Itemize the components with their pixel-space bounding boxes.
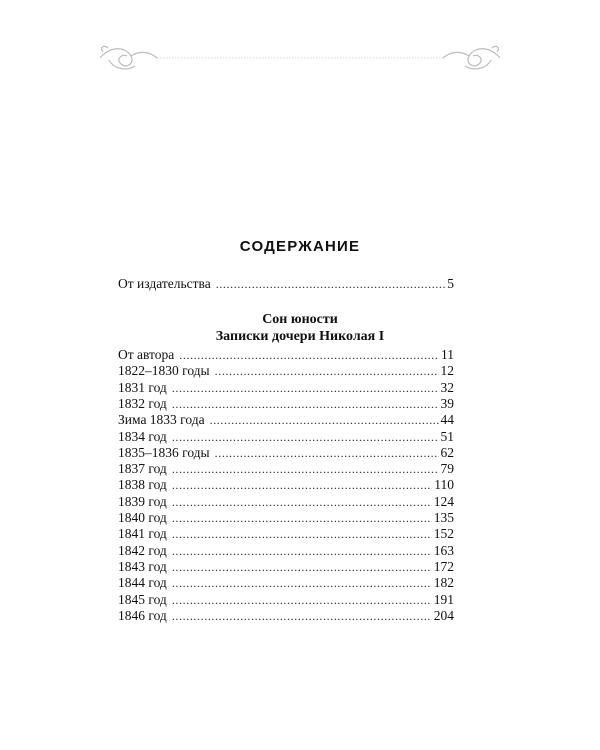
toc-entry-label: 1842 год — [118, 542, 167, 558]
toc-entry-page: 11 — [441, 347, 454, 362]
toc-entry — [118, 608, 454, 624]
toc-entry — [118, 494, 454, 510]
toc-entry-publisher — [118, 276, 454, 292]
toc-entry-label: 1846 год — [118, 607, 167, 623]
toc-entry — [118, 559, 454, 575]
toc-entry-page: 172 — [433, 558, 454, 574]
dot-leader — [216, 276, 446, 292]
toc-entry-page: 135 — [433, 510, 454, 525]
toc-entry-page: 44 — [440, 412, 454, 428]
dot-leader — [172, 526, 432, 542]
toc-entry-label: 1832 год — [118, 395, 167, 411]
toc-entry-label: 1845 год — [118, 591, 167, 607]
toc-entry — [118, 510, 454, 526]
toc-entry-label: 1840 год — [118, 510, 167, 525]
toc-entry-label: От издательства — [118, 276, 211, 291]
page-title: СОДЕРЖАНИЕ — [239, 238, 361, 255]
toc-entry-page: 110 — [434, 477, 454, 493]
toc-entry — [118, 543, 454, 559]
toc-entry-page: 152 — [433, 526, 454, 542]
dot-leader — [172, 559, 432, 575]
toc-entry — [118, 429, 454, 445]
dot-leader — [172, 429, 439, 445]
toc-entry-label: 1843 год — [118, 558, 167, 574]
toc-entry-label: 1839 год — [118, 493, 167, 509]
toc-entry-label: Зима 1833 года — [118, 412, 205, 428]
dot-leader — [172, 575, 432, 591]
toc-entry-label: 1831 год — [118, 379, 167, 395]
toc-entry — [118, 380, 454, 396]
dot-leader — [172, 510, 432, 526]
toc-entry-page: 182 — [433, 575, 454, 591]
toc-entry-page: 5 — [447, 276, 454, 291]
dot-leader — [210, 412, 439, 428]
toc-entry — [118, 347, 454, 363]
dot-leader — [172, 380, 439, 396]
toc-entry-label: 1834 год — [118, 428, 167, 444]
toc-entry-label: 1835–1836 годы — [118, 444, 210, 460]
toc-entry-label: От автора — [118, 347, 175, 362]
toc-entry-label: 1822–1830 годы — [118, 363, 210, 379]
toc-entry — [118, 592, 454, 608]
toc-entry — [118, 575, 454, 591]
toc-entry-page: 32 — [440, 379, 454, 395]
toc-entry-page: 12 — [440, 363, 454, 379]
toc-entry-page: 124 — [433, 493, 454, 509]
section-heading-line2: Записки дочери Николая I — [215, 329, 385, 344]
toc-entry — [118, 396, 454, 412]
section-heading-line1: Сон юности — [262, 312, 338, 327]
dot-leader — [215, 445, 439, 461]
toc-entry — [118, 412, 454, 428]
toc-entry-page: 191 — [433, 591, 454, 607]
toc-entry-label: 1837 год — [118, 461, 167, 477]
toc-entry-label: 1841 год — [118, 526, 167, 542]
toc-entry — [118, 445, 454, 461]
toc-entry-label: 1844 год — [118, 575, 167, 591]
dot-leader — [172, 477, 432, 493]
toc-entry — [118, 461, 454, 477]
dot-leader — [172, 461, 439, 477]
dot-leader — [172, 494, 432, 510]
toc-entry-label: 1838 год — [118, 477, 167, 493]
toc-entry — [118, 526, 454, 542]
toc-entry-page: 204 — [433, 607, 454, 623]
toc-entry — [118, 477, 454, 493]
dot-leader — [172, 543, 432, 559]
toc-entry-page: 39 — [440, 395, 454, 411]
dot-leader — [172, 592, 432, 608]
toc-entry-page: 62 — [440, 444, 454, 460]
dot-leader — [215, 363, 439, 379]
toc-entry — [118, 363, 454, 379]
toc-entry-page: 163 — [433, 542, 454, 558]
toc-entry-page: 51 — [440, 428, 454, 444]
dot-leader — [179, 347, 439, 363]
header-ornament — [95, 36, 505, 76]
dot-leader — [172, 608, 432, 624]
dot-leader — [172, 396, 439, 412]
toc-entry-page: 79 — [440, 461, 454, 477]
